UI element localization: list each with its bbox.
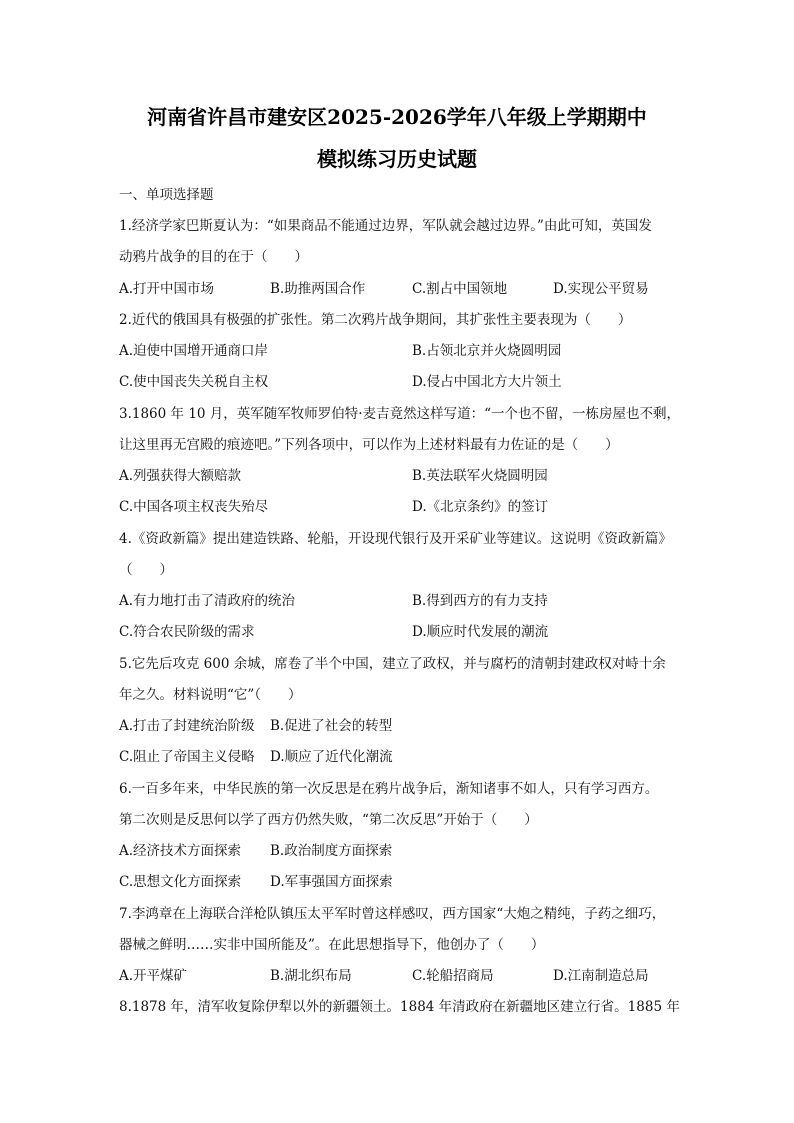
page-title-line1: 河南省许昌市建安区2025-2026学年八年级上学期期中 (147, 105, 647, 129)
question-1-option-d: D.实现公平贸易 (553, 281, 649, 297)
question-4-text-cont: （ ） (119, 562, 173, 578)
question-1-option-b: B.助推两国合作 (270, 281, 366, 297)
question-7-option-c: C.轮船招商局 (412, 968, 494, 984)
question-7-option-a: A.开平煤矿 (119, 968, 188, 984)
question-7-option-b: B.湖北织布局 (270, 968, 352, 984)
question-6-text-cont: 第二次则是反思何以学了西方仍然失败，“第二次反思”开始于（ ） (119, 812, 538, 828)
question-2-option-c: C.使中国丧失关税自主权 (119, 374, 269, 390)
question-4-option-b: B.得到西方的有力支持 (412, 593, 548, 609)
section-heading: 一、单项选择题 (119, 187, 214, 203)
question-5-option-c: C.阻止了帝国主义侵略 (119, 749, 255, 765)
question-1-option-a: A.打开中国市场 (119, 281, 215, 297)
question-2-option-a: A.迫使中国增开通商口岸 (119, 343, 269, 359)
question-3-option-a: A.列强获得大额赔款 (119, 468, 242, 484)
question-5-option-a: A.打击了封建统治阶级 (119, 718, 255, 734)
question-4-option-c: C.符合农民阶级的需求 (119, 624, 255, 640)
question-1-text-cont: 动鸦片战争的目的在于（ ） (119, 249, 308, 265)
question-3-option-c: C.中国各项主权丧失殆尽 (119, 499, 269, 515)
question-7-text: 7.李鸿章在上海联合洋枪队镇压太平军时曾这样感叹，西方国家“大炮之精纯，子药之细巧， (119, 906, 666, 922)
question-6-option-b: B.政治制度方面探索 (270, 843, 393, 859)
page-title-line2: 模拟练习历史试题 (317, 147, 477, 171)
question-2-option-d: D.侵占中国北方大片领土 (412, 374, 562, 390)
question-5-option-d: D.顺应了近代化潮流 (270, 749, 393, 765)
question-4-text: 4.《资政新篇》提出建造铁路、轮船，开设现代银行及开采矿业等建议。这说明《资政新篇》 (119, 531, 672, 547)
question-7-option-d: D.江南制造总局 (553, 968, 649, 984)
question-5-text: 5.它先后攻克 600 余城，席卷了半个中国，建立了政权，并与腐朽的清朝封建政权对峙十余 (119, 656, 666, 672)
question-1-text: 1.经济学家巴斯夏认为：“如果商品不能通过边界，军队就会越过边界。”由此可知，英国发 (119, 218, 652, 234)
question-6-option-d: D.军事强国方面探索 (270, 874, 393, 890)
question-3-option-b: B.英法联军火烧圆明园 (412, 468, 548, 484)
question-6-option-a: A.经济技术方面探索 (119, 843, 242, 859)
question-3-text: 3.1860 年 10 月，英军随军牧师罗伯特·麦吉竟然这样写道：“一个也不留，一栋房屋也不剩， (119, 406, 680, 422)
question-4-option-a: A.有力地打击了清政府的统治 (119, 593, 296, 609)
question-5-text-cont: 年之久。材料说明“它”（ ） (119, 687, 302, 703)
question-5-option-b: B.促进了社会的转型 (270, 718, 393, 734)
question-7-text-cont: 器械之鲜明……实非中国所能及”。在此思想指导下，他创办了（ ） (119, 937, 545, 953)
question-6-text: 6.一百多年来，中华民族的第一次反思是在鸦片战争后，渐知诸事不如人，只有学习西方。 (119, 781, 659, 797)
question-2-text: 2.近代的俄国具有极强的扩张性。第二次鸦片战争期间，其扩张性主要表现为（ ） (119, 312, 632, 328)
question-2-option-b: B.占领北京并火烧圆明园 (412, 343, 562, 359)
question-6-option-c: C.思想文化方面探索 (119, 874, 242, 890)
question-8-text: 8.1878 年，清军收复除伊犁以外的新疆领土。1884 年清政府在新疆地区建立行省。1885 年 (119, 999, 680, 1015)
question-3-option-d: D.《北京条约》的签订 (412, 499, 549, 515)
question-3-text-cont: 让这里再无宫殿的痕迹吧。”下列各项中，可以作为上述材料最有力佐证的是（ ） (119, 437, 619, 453)
question-1-option-c: C.割占中国领地 (412, 281, 508, 297)
question-4-option-d: D.顺应时代发展的潮流 (412, 624, 549, 640)
